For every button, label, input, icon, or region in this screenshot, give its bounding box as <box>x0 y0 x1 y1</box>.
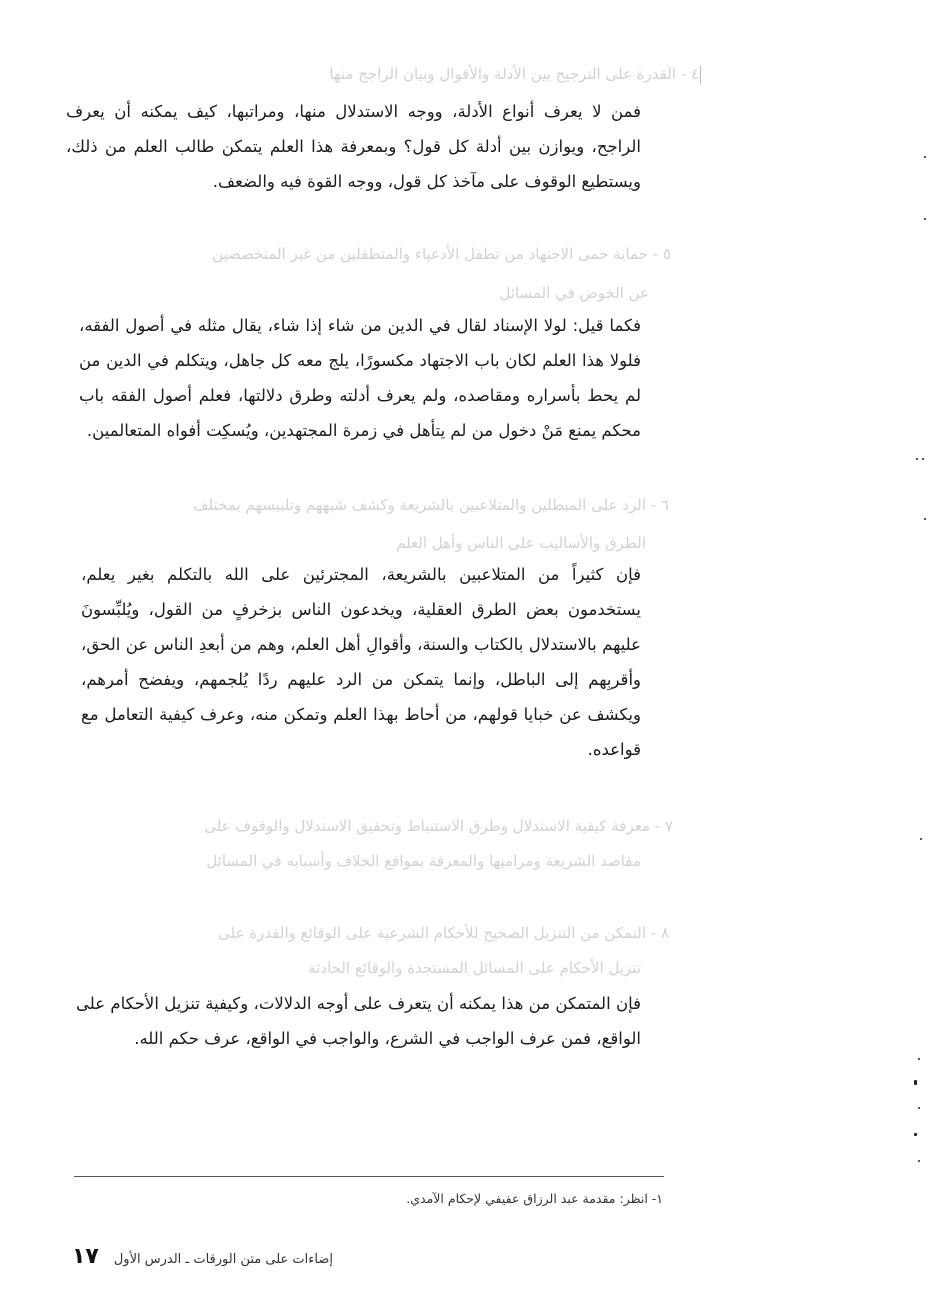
running-footer-title: إضاءات على متن الورقات ـ الدرس الأول <box>113 1252 333 1267</box>
faint-heading: الطرق والأساليب على الناس وأهل العلم <box>396 534 646 552</box>
scan-mark <box>700 66 701 84</box>
faint-heading: تنزيل الأحكام على المسائل المستجدة والوقائع الحادثة <box>308 959 641 977</box>
paragraph-3 <box>81 557 641 767</box>
scan-dot <box>922 458 924 460</box>
faint-heading: ٥ - حماية حمى الاجتهاد من تطفل الأدعياء والمتطفلين من غير المتخصصين <box>212 245 671 263</box>
scan-dot <box>924 218 926 220</box>
scan-dot <box>920 838 922 840</box>
faint-heading: ٤ - القدرة على الترجيح بين الأدلة والأقوال وبيان الراجح منها <box>329 65 699 83</box>
page-number: ١٧ <box>72 1244 99 1269</box>
paragraph-text: فإن المتمكن من هذا يمكنه أن يتعرف على أوجه الدلالات، وكيفية تنزيل الأحكام على الواقع، فمن عرف الواجب في الشرع، والواجب في الواقع، عرف حكم الله. <box>76 994 641 1048</box>
faint-heading: ٧ - معرفة كيفية الاستدلال وطرق الاستنباط وتحقيق الاستدلال والوقوف على <box>204 817 673 835</box>
scan-dot <box>916 458 918 460</box>
paragraph-text: فمن لا يعرف أنواع الأدلة، ووجه الاستدلال منها، ومراتبها، كيف يمكنه أن يعرف الراجح، ويوازن بين أدلة كل قول؟ وبمعرفة هذا العلم يتمكن طالب العلم من ذلك، ويستطيع الوقوف على مآخذ كل قول، ووجه القوة فيه والضعف. <box>66 102 641 191</box>
paragraph-1 <box>66 94 641 199</box>
faint-heading: ٦ - الرد على المبطلين والمتلاعبين بالشريعة وكشف شبههم وتلبيسهم بمختلف <box>193 496 669 514</box>
scan-dot <box>918 1107 920 1109</box>
faint-heading: ٨ - التمكن من التنزيل الصحيح للأحكام الشرعية على الوقائع والقدرة على <box>218 924 669 942</box>
paragraph-text: فإن كثيراً من المتلاعبين بالشريعة، المجترئين على الله بالتكلم بغير يعلم، يستخدمون بعض الطرق العقلية، ويخدعون الناس بزخرفٍ من القول، ويُلبِّسونَ عليهم بالاستدلال بالكتاب والسنة، وأقوالِ أهل العلم، وهم من أبعدِ الناس عن الحق، وأقربِهم إلى الباطل، وإنما يتمكن من الرد عليهم ردًا يُلجمهم، ويفضح أمرهم، ويكشف عن خبايا قولهم، من أحاط بهذا العلم وتمكن منه، وعرف كيفية التعامل مع قواعده. <box>81 565 641 759</box>
scan-dot <box>924 518 926 520</box>
paragraph-text: فكما قيل: لولا الإسناد لقال في الدين من شاء إذا شاء، يقال مثله في أصول الفقه، فلولا هذا العلم لكان باب الاجتهاد مكسورًا، يلج معه كل جاهل، ويتكلم في الدين من لم يحط بأسراره ومقاصده، ولم يعرف أدلته وطرق دلالتها، فعلم أصول الفقه باب محكم يمنع مَنْ دخول من لم يتأهل في زمرة المجتهدين، ويُسكِت أفواه المتعالمين. <box>79 316 641 440</box>
scan-dot <box>918 1160 920 1162</box>
scan-dot <box>914 1080 917 1085</box>
scan-dot <box>924 156 926 158</box>
footnote-separator <box>74 1176 664 1177</box>
faint-heading: مقاصد الشريعة ومراميها والمعرفة بمواقع الخلاف وأسبابه في المسائل <box>206 852 641 870</box>
paragraph-2 <box>79 308 641 448</box>
scan-dot <box>918 1058 920 1060</box>
footnote: ١- انظر: مقدمة عبد الرزاق عفيفي لإحكام الآمدي. <box>406 1191 663 1206</box>
paragraph-4 <box>76 986 641 1056</box>
scan-dot <box>914 1133 917 1136</box>
faint-heading: عن الخوض في المسائل <box>499 284 649 302</box>
